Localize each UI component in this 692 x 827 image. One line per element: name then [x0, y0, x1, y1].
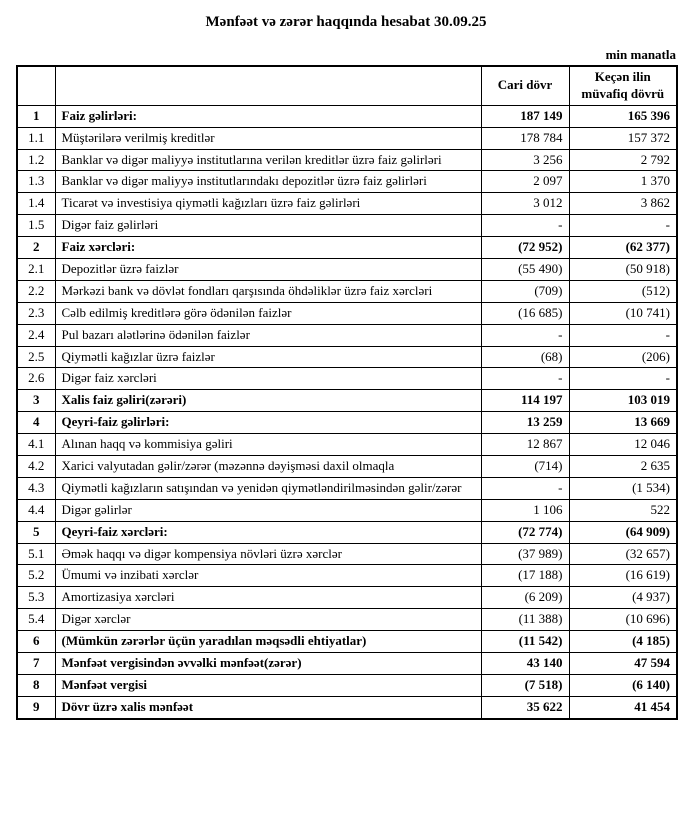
value-previous: (16 619): [569, 565, 677, 587]
value-previous: 12 046: [569, 434, 677, 456]
table-row: [17, 237, 677, 259]
row-number: 6: [17, 631, 55, 653]
value-previous: (62 377): [569, 237, 677, 259]
col-header-number: [17, 66, 55, 105]
value-current: 2 097: [481, 171, 569, 193]
row-number: 1.5: [17, 215, 55, 237]
table-row: [17, 280, 677, 302]
row-number: 7: [17, 653, 55, 675]
table-row: [17, 171, 677, 193]
value-previous: (512): [569, 280, 677, 302]
row-number: 4.2: [17, 456, 55, 478]
table-row: [17, 565, 677, 587]
row-label: Qiymətli kağızların satışından və yenidən qiymətləndirilməsindən gəlir/zərər: [55, 477, 481, 499]
value-previous: 1 370: [569, 171, 677, 193]
value-previous: 41 454: [569, 696, 677, 718]
table-row: [17, 477, 677, 499]
table-row: [17, 259, 677, 281]
row-number: 1.1: [17, 127, 55, 149]
table-row: [17, 631, 677, 653]
row-number: 2.2: [17, 280, 55, 302]
value-current: -: [481, 324, 569, 346]
value-current: (37 989): [481, 543, 569, 565]
row-label: Əmək haqqı və digər kompensiya növləri üzrə xərclər: [55, 543, 481, 565]
row-number: 5.4: [17, 609, 55, 631]
value-current: 187 149: [481, 105, 569, 127]
value-current: 1 106: [481, 499, 569, 521]
value-current: (709): [481, 280, 569, 302]
row-label: Digər xərclər: [55, 609, 481, 631]
row-label: Cəlb edilmiş kreditlərə görə ödənilən faizlər: [55, 302, 481, 324]
value-current: 114 197: [481, 390, 569, 412]
value-current: 43 140: [481, 653, 569, 675]
row-label: Müştərilərə verilmiş kreditlər: [55, 127, 481, 149]
row-number: 8: [17, 674, 55, 696]
value-current: -: [481, 215, 569, 237]
row-number: 4.4: [17, 499, 55, 521]
value-previous: -: [569, 215, 677, 237]
value-previous: (4 185): [569, 631, 677, 653]
value-previous: -: [569, 368, 677, 390]
col-header-previous-period: Keçən ilin müvafiq dövrü: [569, 66, 677, 105]
row-number: 1.2: [17, 149, 55, 171]
value-current: (72 774): [481, 521, 569, 543]
value-previous: (10 741): [569, 302, 677, 324]
row-number: 1: [17, 105, 55, 127]
row-number: 5.1: [17, 543, 55, 565]
value-previous: (32 657): [569, 543, 677, 565]
value-previous: 522: [569, 499, 677, 521]
value-previous: (50 918): [569, 259, 677, 281]
table-body: [17, 105, 677, 718]
unit-note: min manatla: [605, 47, 676, 62]
value-current: (68): [481, 346, 569, 368]
row-number: 2.1: [17, 259, 55, 281]
table-row: [17, 456, 677, 478]
row-label: Mərkəzi bank və dövlət fondları qarşısında öhdəliklər üzrə faiz xərcləri: [55, 280, 481, 302]
value-current: (17 188): [481, 565, 569, 587]
row-label: Amortizasiya xərcləri: [55, 587, 481, 609]
profit-loss-table: [16, 65, 678, 720]
value-previous: (10 696): [569, 609, 677, 631]
value-previous: -: [569, 324, 677, 346]
col-header-description: [55, 66, 481, 105]
row-number: 9: [17, 696, 55, 718]
row-label: Pul bazarı alətlərinə ödənilən faizlər: [55, 324, 481, 346]
row-label: Dövr üzrə xalis mənfəət: [55, 696, 481, 718]
value-previous: 165 396: [569, 105, 677, 127]
row-number: 2.3: [17, 302, 55, 324]
row-label: Faiz gəlirləri:: [55, 105, 481, 127]
value-current: 178 784: [481, 127, 569, 149]
row-label: Qeyri-faiz xərcləri:: [55, 521, 481, 543]
row-number: 2: [17, 237, 55, 259]
value-previous: (64 909): [569, 521, 677, 543]
value-previous: 3 862: [569, 193, 677, 215]
row-number: 1.4: [17, 193, 55, 215]
table-row: [17, 127, 677, 149]
row-number: 2.5: [17, 346, 55, 368]
row-number: 4.1: [17, 434, 55, 456]
table-row: [17, 346, 677, 368]
value-previous: (206): [569, 346, 677, 368]
value-previous: 47 594: [569, 653, 677, 675]
row-label: Qeyri-faiz gəlirləri:: [55, 412, 481, 434]
value-current: (714): [481, 456, 569, 478]
value-current: (55 490): [481, 259, 569, 281]
table-row: [17, 390, 677, 412]
table-row: [17, 149, 677, 171]
table-row: [17, 434, 677, 456]
row-label: Digər faiz xərcləri: [55, 368, 481, 390]
table-row: [17, 521, 677, 543]
value-previous: 2 792: [569, 149, 677, 171]
value-current: 12 867: [481, 434, 569, 456]
value-current: 13 259: [481, 412, 569, 434]
table-row: [17, 302, 677, 324]
row-label: Faiz xərcləri:: [55, 237, 481, 259]
table-row: [17, 587, 677, 609]
row-label: Ticarət və investisiya qiymətli kağızları üzrə faiz gəlirləri: [55, 193, 481, 215]
row-label: Alınan haqq və kommisiya gəliri: [55, 434, 481, 456]
table-row: [17, 543, 677, 565]
table-row: [17, 324, 677, 346]
row-label: (Mümkün zərərlər üçün yaradılan məqsədli ehtiyatlar): [55, 631, 481, 653]
value-previous: (1 534): [569, 477, 677, 499]
value-current: -: [481, 368, 569, 390]
row-number: 5.2: [17, 565, 55, 587]
row-number: 1.3: [17, 171, 55, 193]
row-label: Ümumi və inzibati xərclər: [55, 565, 481, 587]
value-previous: (6 140): [569, 674, 677, 696]
row-label: Mənfəət vergisi: [55, 674, 481, 696]
row-number: 2.6: [17, 368, 55, 390]
value-previous: 2 635: [569, 456, 677, 478]
value-current: (11 388): [481, 609, 569, 631]
row-number: 5.3: [17, 587, 55, 609]
value-current: (16 685): [481, 302, 569, 324]
table-row: [17, 609, 677, 631]
value-previous: (4 937): [569, 587, 677, 609]
table-header-row: [17, 66, 677, 105]
row-label: Depozitlər üzrə faizlər: [55, 259, 481, 281]
col-header-current-period: Cari dövr: [481, 66, 569, 105]
table-row: [17, 499, 677, 521]
value-previous: 157 372: [569, 127, 677, 149]
value-current: -: [481, 477, 569, 499]
row-label: Mənfəət vergisindən əvvəlki mənfəət(zərər): [55, 653, 481, 675]
table-row: [17, 674, 677, 696]
row-number: 2.4: [17, 324, 55, 346]
value-previous: 13 669: [569, 412, 677, 434]
row-label: Digər gəlirlər: [55, 499, 481, 521]
value-current: 35 622: [481, 696, 569, 718]
value-current: (72 952): [481, 237, 569, 259]
row-label: Banklar və digər maliyyə institutlarına verilən kreditlər üzrə faiz gəlirləri: [55, 149, 481, 171]
row-label: Banklar və digər maliyyə institutlarındakı depozitlər üzrə faiz gəlirləri: [55, 171, 481, 193]
row-label: Xalis faiz gəliri(zərəri): [55, 390, 481, 412]
row-label: Xarici valyutadan gəlir/zərər (məzənnə dəyişməsi daxil olmaqla: [55, 456, 481, 478]
table-row: [17, 412, 677, 434]
table-row: [17, 105, 677, 127]
table-row: [17, 653, 677, 675]
value-current: 3 012: [481, 193, 569, 215]
row-label: Qiymətli kağızlar üzrə faizlər: [55, 346, 481, 368]
row-number: 5: [17, 521, 55, 543]
table-row: [17, 193, 677, 215]
value-current: (7 518): [481, 674, 569, 696]
table-row: [17, 215, 677, 237]
row-number: 4: [17, 412, 55, 434]
table-row: [17, 368, 677, 390]
page-title: Mənfəət və zərər haqqında hesabat 30.09.25: [205, 14, 487, 30]
table-row: [17, 696, 677, 718]
value-previous: 103 019: [569, 390, 677, 412]
row-number: 4.3: [17, 477, 55, 499]
row-number: 3: [17, 390, 55, 412]
value-current: (6 209): [481, 587, 569, 609]
row-label: Digər faiz gəlirləri: [55, 215, 481, 237]
value-current: 3 256: [481, 149, 569, 171]
value-current: (11 542): [481, 631, 569, 653]
